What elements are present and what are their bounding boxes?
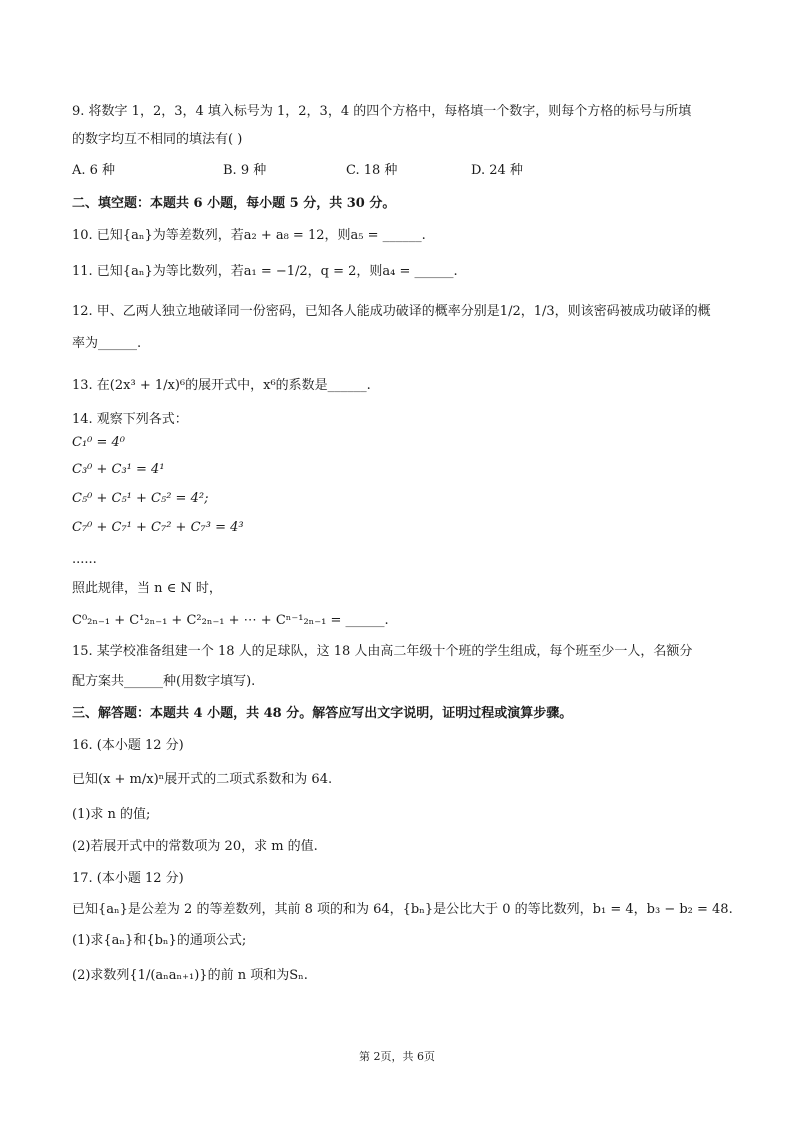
q14-eq4: C₇⁰ + C₇¹ + C₇² + C₇³ = 4³ [72, 520, 244, 535]
q16-part1: (1)求 n 的值; [72, 807, 151, 822]
q17-part2: (2)求数列{1/(aₙaₙ₊₁)}的前 n 项和为Sₙ. [72, 968, 308, 983]
q9-line1: 9. 将数字 1，2，3，4 填入标号为 1，2，3，4 的四个方格中，每格填一个数字，则每个方格的标号与所填 [72, 104, 692, 119]
q17-header: 17. (本小题 12 分) [72, 871, 184, 886]
q15-line2: 配方案共______种(用数字填写). [72, 674, 256, 689]
q9-option-b: B. 9 种 [223, 163, 267, 178]
q14-intro: 14. 观察下列各式： [72, 412, 188, 427]
q14-general: C⁰₂ₙ₋₁ + C¹₂ₙ₋₁ + C²₂ₙ₋₁ + ⋯ + Cⁿ⁻¹₂ₙ₋₁ = ______. [72, 613, 389, 628]
q9-option-a: A. 6 种 [72, 163, 116, 178]
q12-line1: 12. 甲、乙两人独立地破译同一份密码，已知各人能成功破译的概率分别是1/2，1/3，则该密码被成功破译的概 [72, 304, 711, 319]
q16-header: 16. (本小题 12 分) [72, 738, 184, 753]
q12-line2: 率为______. [72, 336, 142, 351]
q9-option-d: D. 24 种 [471, 163, 523, 178]
section-3-heading: 三、解答题：本题共 4 小题，共 48 分。解答应写出文字说明，证明过程或演算步骤。 [72, 706, 573, 721]
q14-rule: 照此规律，当 n ∈ N 时， [72, 581, 222, 596]
q11: 11. 已知{aₙ}为等比数列，若a₁ = −1/2，q = 2，则a₄ = ______. [72, 264, 458, 279]
q15-line1: 15. 某学校准备组建一个 18 人的足球队，这 18 人由高二年级十个班的学生组成，每个班至少一人，名额分 [72, 644, 693, 659]
q14-eq2: C₃⁰ + C₃¹ = 4¹ [72, 462, 165, 477]
q9-option-c: C. 18 种 [346, 163, 398, 178]
q16-stem: 已知(x + m/x)ⁿ展开式的二项式系数和为 64. [72, 772, 333, 787]
section-2-heading: 二、填空题：本题共 6 小题，每小题 5 分，共 30 分。 [72, 196, 396, 211]
q9-line2: 的数字均互不相同的填法有( ) [72, 132, 243, 147]
q16-part2: (2)若展开式中的常数项为 20，求 m 的值. [72, 839, 318, 854]
q14-eq3: C₅⁰ + C₅¹ + C₅² = 4²; [72, 491, 209, 506]
q17-stem: 已知{aₙ}是公差为 2 的等差数列，其前 8 项的和为 64，{bₙ}是公比大于 0 的等比数列，b₁ = 4，b₃ − b₂ = 48. [72, 902, 733, 917]
q17-part1: (1)求{aₙ}和{bₙ}的通项公式; [72, 933, 247, 948]
q10: 10. 已知{aₙ}为等差数列，若a₂ + a₈ = 12，则a₅ = ______. [72, 228, 426, 243]
q13: 13. 在(2x³ + 1/x)⁶的展开式中，x⁶的系数是______. [72, 378, 371, 393]
q14-dots: ...... [72, 552, 97, 567]
q14-eq1: C₁⁰ = 4⁰ [72, 435, 126, 450]
page-footer: 第 2页，共 6页 [359, 1050, 435, 1063]
